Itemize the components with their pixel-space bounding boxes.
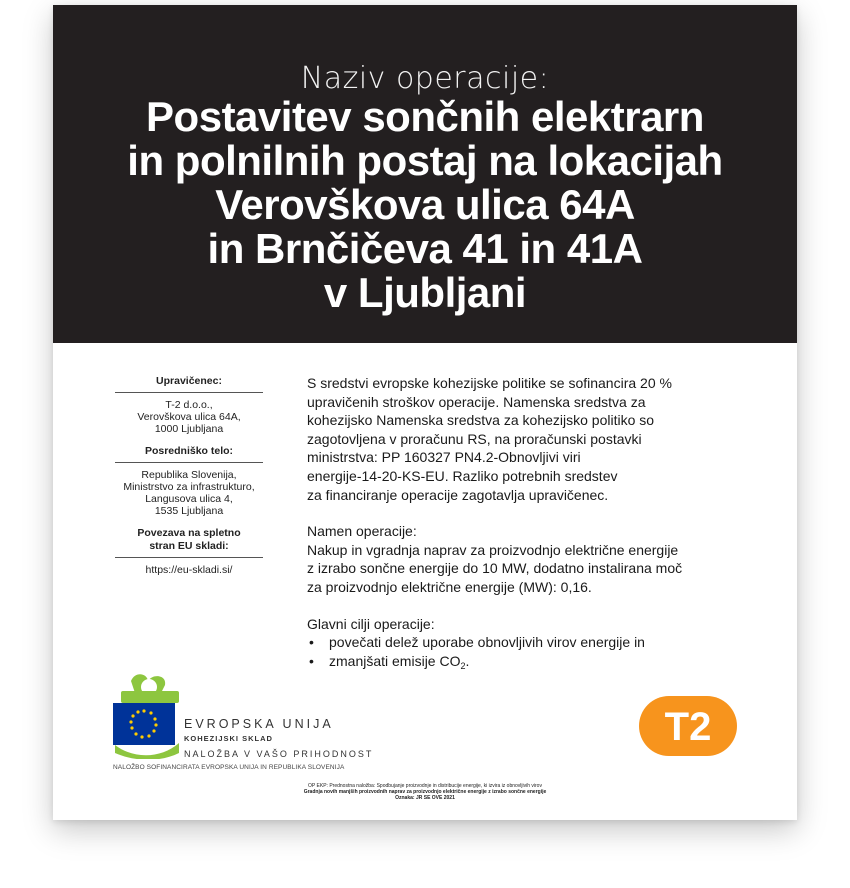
goal-item — [307, 652, 737, 676]
operation-label: Naziv operacije: — [300, 61, 550, 96]
link-heading-line: stran EU skladi: — [149, 540, 229, 552]
intermediary-heading: Posredniško telo: — [115, 445, 263, 463]
title-line: in Brnčičeva 41 in 41A — [207, 225, 643, 272]
text-line: ministrstva: PP 160327 PN4.2-Obnovljivi viri — [307, 449, 581, 466]
goal-item: • povečati delež uporabe obnovljivih virov energije in — [307, 633, 737, 652]
goals-section — [307, 615, 737, 676]
text-line: Nakup in vgradnja naprav za proizvodnjo električne energije — [307, 541, 679, 558]
text-line: kohezijsko Namenska sredstva za kohezijsko politiko so — [307, 412, 655, 429]
fund-name: KOHEZIJSKI SKLAD — [184, 734, 273, 743]
text-line: upravičenih stroškov operacije. Namenska sredstva za — [307, 393, 646, 410]
text-line: za proizvodnjo električne energije (MW): 0,16. — [307, 578, 592, 595]
link-heading — [115, 527, 263, 558]
text-line: S sredstvi evropske kohezijske politike se sofinancira 20 % — [307, 375, 672, 391]
beneficiary-heading: Upravičenec: — [115, 375, 263, 393]
eu-cofinancing-note: NALOŽBO SOFINANCIRATA EVROPSKA UNIJA IN REPUBLIKA SLOVENIJA — [113, 764, 345, 771]
address-line: 1535 Ljubljana — [154, 505, 224, 517]
goals-heading: Glavni cilji operacije: — [307, 615, 435, 632]
goals-list — [307, 633, 737, 675]
goal-end: . — [465, 652, 470, 669]
eu-slogan: NALOŽBA V VAŠO PRIHODNOST — [184, 749, 374, 759]
address-line: 1000 Ljubljana — [154, 423, 224, 435]
funding-paragraph — [307, 374, 737, 504]
address-line: Republika Slovenija, — [141, 469, 237, 481]
text-line: za financiranje operacije zagotavlja upravičenec. — [307, 486, 609, 503]
address-line: T-2 d.o.o., — [165, 399, 213, 411]
title-line: in polnilnih postaj na lokacijah — [127, 137, 723, 184]
header-banner — [53, 5, 797, 343]
eu-cohesion-fund-logo — [113, 669, 183, 759]
operation-title — [53, 95, 797, 315]
goal-subscript: 2 — [460, 660, 466, 671]
purpose-heading: Namen operacije: — [307, 523, 417, 540]
fine-print-line: OP EKP: Prednostna naložba: Spodbujanje proizvodnje in distribucije energije, ki izvira iz obnovljivih virov — [308, 783, 542, 789]
goal-text: zmanjšati emisije CO — [329, 652, 461, 669]
text-line: energije-14-20-KS-EU. Razliko potrebnih sredstev — [307, 467, 618, 484]
fine-print-line: Oznaka: JR SE OVE 2021 — [395, 795, 455, 801]
address-line: Verovškova ulica 64A, — [137, 411, 241, 423]
text-line: zagotovljena v proračunu RS, na proračunski postavki — [307, 430, 642, 447]
address-line: Ministrstvo za infrastrukturo, — [123, 481, 255, 493]
poster — [53, 5, 797, 820]
purpose-paragraph — [307, 522, 737, 596]
beneficiary-address — [115, 393, 263, 435]
eu-funds-link[interactable]: https://eu-skladi.si/ — [145, 564, 233, 576]
address-line: Langusova ulica 4, — [145, 493, 233, 505]
info-sidebar — [115, 375, 263, 586]
t2-logo — [639, 696, 737, 756]
title-line: Postavitev sončnih elektrarn — [146, 93, 704, 140]
fine-print — [253, 783, 597, 801]
text-line: z izrabo sončne energije do 10 MW, dodatno instalirana moč — [307, 560, 683, 577]
title-line: Verovškova ulica 64A — [215, 181, 635, 228]
operation-description — [307, 374, 737, 675]
t2-logo-text: T2 — [664, 705, 712, 749]
fine-print-line: Gradnja novih manjših proizvodnih naprav za proizvodnjo električne energije z izrabo sončne energije — [303, 789, 547, 795]
intermediary-address — [115, 463, 263, 517]
title-line: v Ljubljani — [323, 269, 527, 316]
eu-name: EVROPSKA UNIJA — [184, 717, 334, 731]
eu-logo-text — [184, 717, 373, 759]
link-heading-line: Povezava na spletno — [137, 527, 241, 539]
